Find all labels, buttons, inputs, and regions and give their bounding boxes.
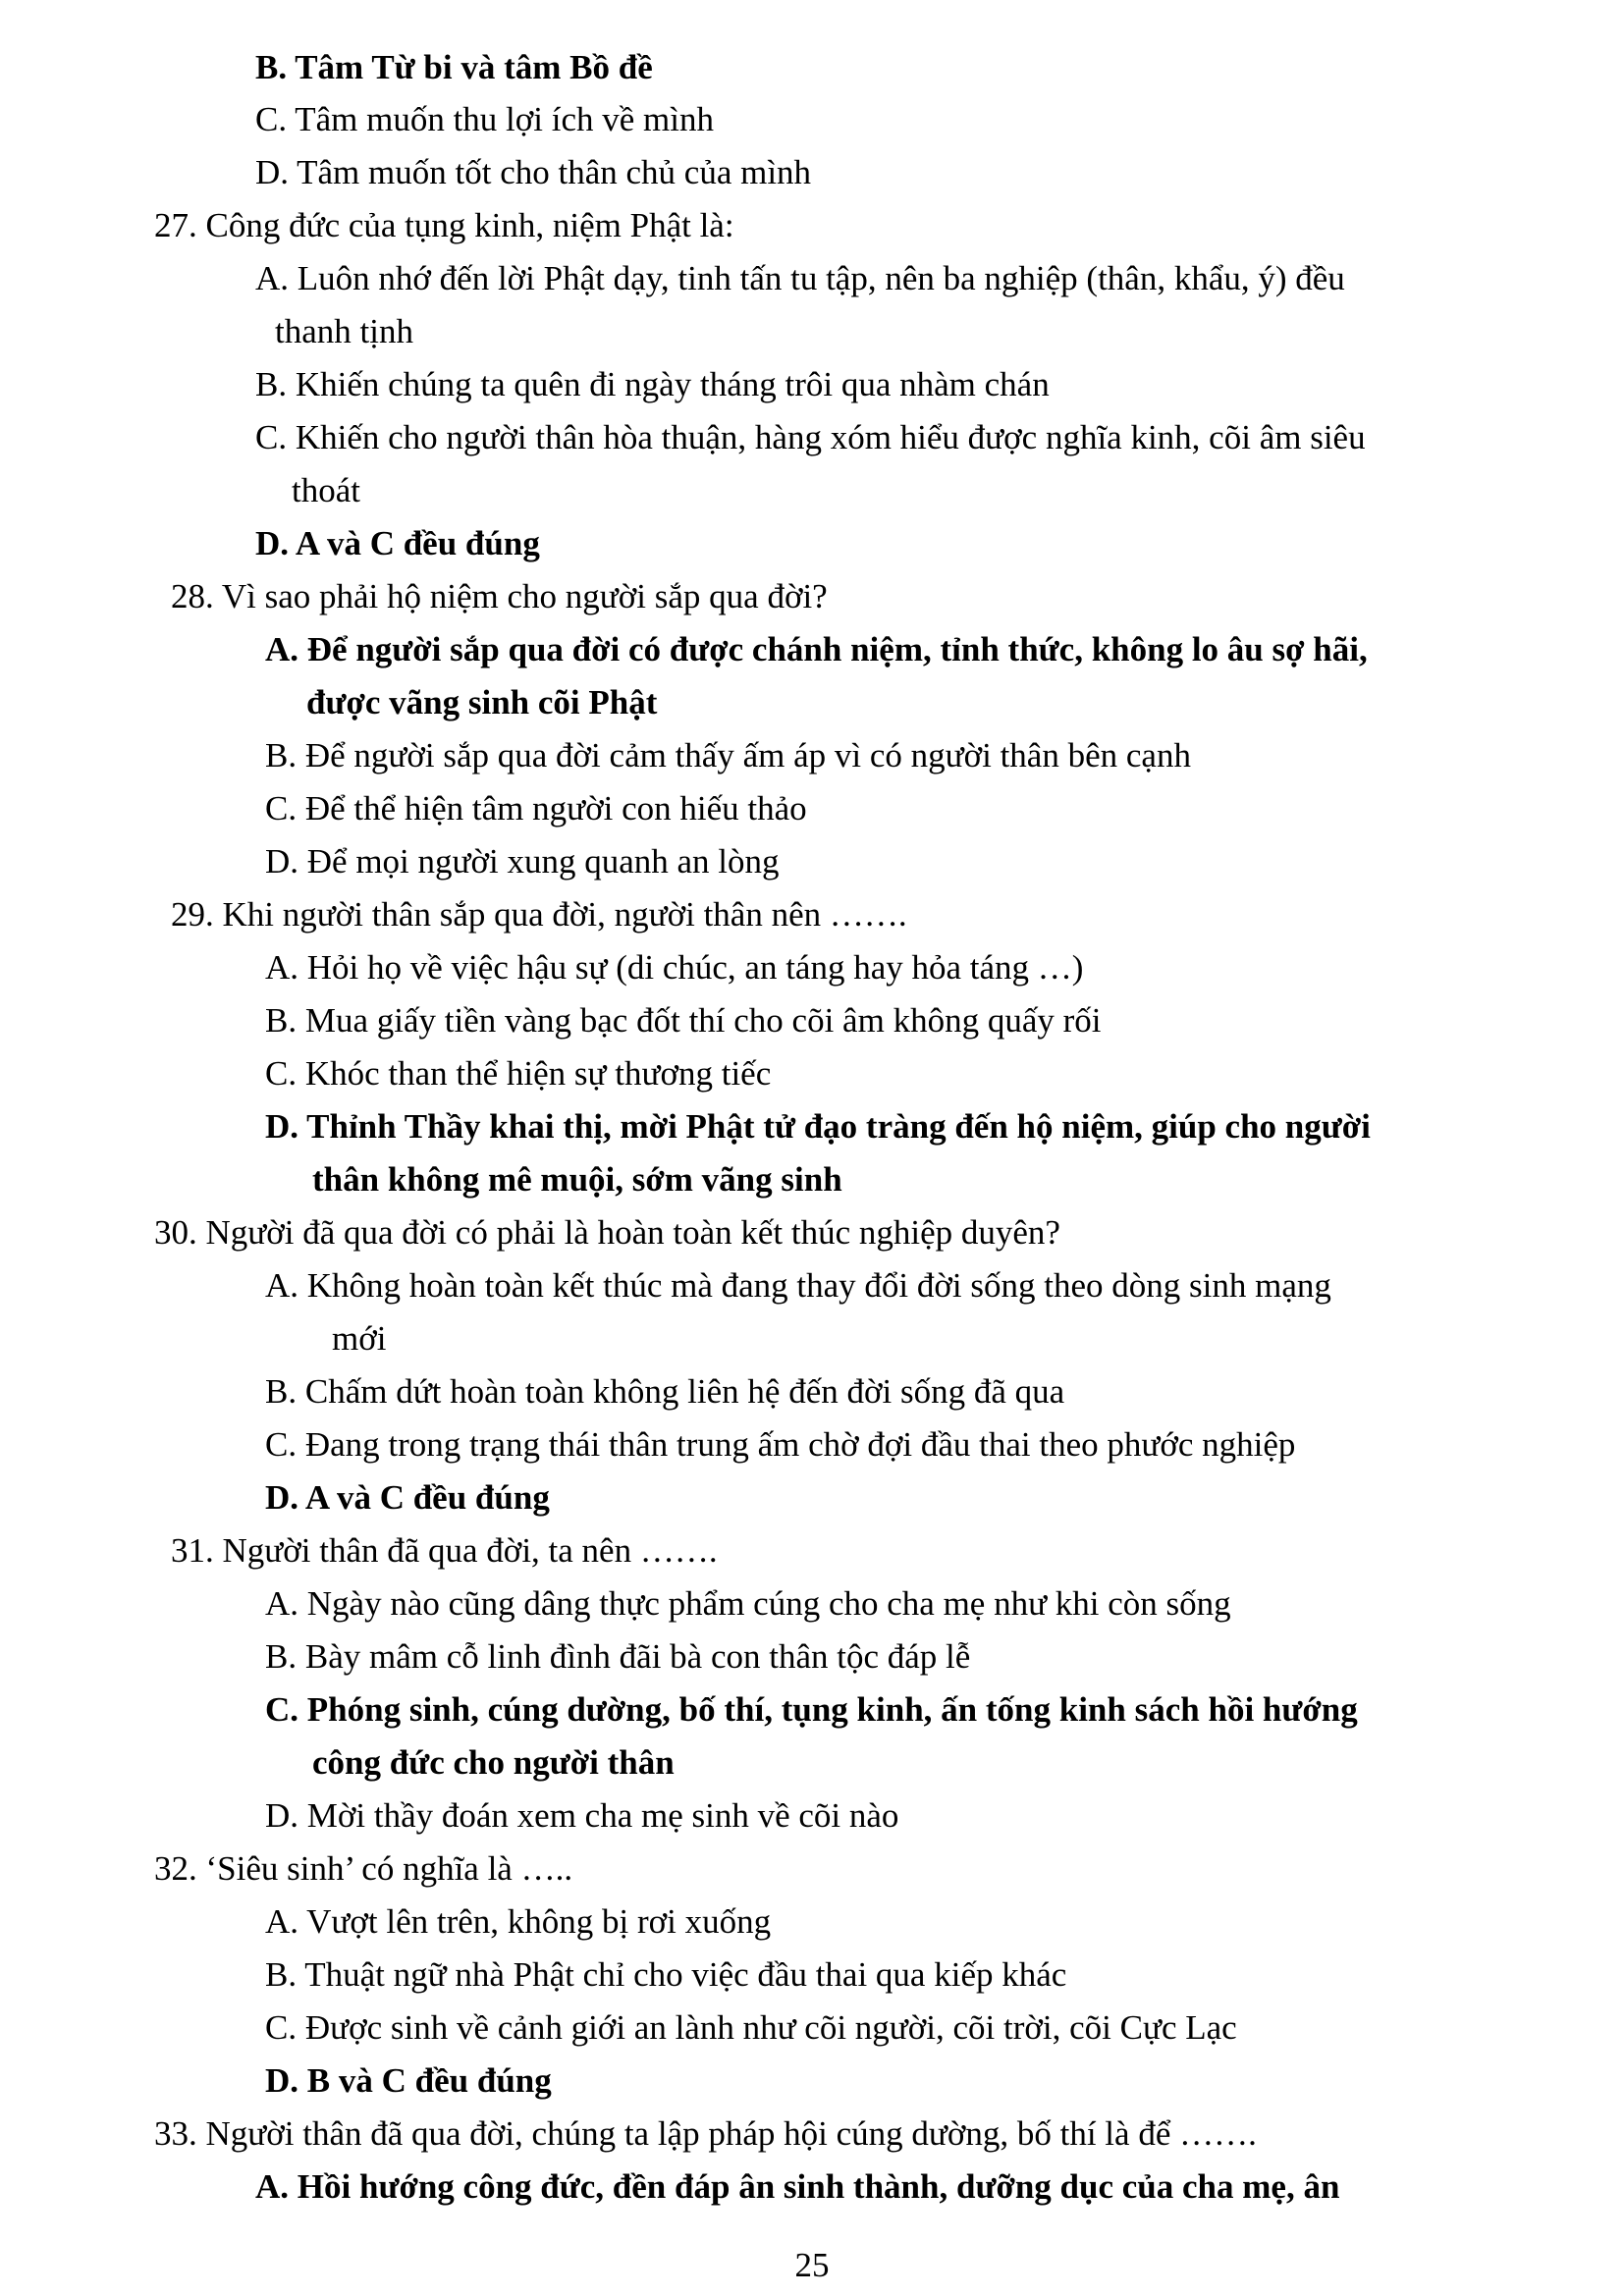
answer-a-cont: mới: [332, 1319, 387, 1358]
answer-a: A. Ngày nào cũng dâng thực phẩm cúng cho cha mẹ như khi còn sống: [265, 1584, 1231, 1623]
answer-a: A. Không hoàn toàn kết thúc mà đang thay đổi đời sống theo dòng sinh mạng: [265, 1266, 1331, 1305]
page-number: 25: [794, 2246, 830, 2284]
answer-d-cont: thân không mê muội, sớm vãng sinh: [312, 1160, 842, 1199]
question-31: 31. Người thân đã qua đời, ta nên …….: [171, 1531, 718, 1570]
question-30: 30. Người đã qua đời có phải là hoàn toàn kết thúc nghiệp duyên?: [154, 1213, 1060, 1252]
answer-b: B. Bày mâm cỗ linh đình đãi bà con thân tộc đáp lễ: [265, 1637, 971, 1676]
question-33: 33. Người thân đã qua đời, chúng ta lập pháp hội cúng dường, bố thí là để …….: [154, 2114, 1257, 2153]
answer-d: D. A và C đều đúng: [265, 1478, 550, 1517]
question-32: 32. ‘Siêu sinh’ có nghĩa là …..: [154, 1849, 573, 1888]
answer-d: D. Thỉnh Thầy khai thị, mời Phật tử đạo tràng đến hộ niệm, giúp cho người: [265, 1107, 1371, 1146]
answer-c: C. Khóc than thể hiện sự thương tiếc: [265, 1054, 772, 1093]
answer-d: D. Tâm muốn tốt cho thân chủ của mình: [255, 153, 812, 191]
answer-c: C. Để thể hiện tâm người con hiếu thảo: [265, 789, 807, 828]
answer-c: C. Được sinh về cảnh giới an lành như cõi người, cõi trời, cõi Cực Lạc: [265, 2008, 1237, 2047]
answer-c: C. Khiến cho người thân hòa thuận, hàng xóm hiểu được nghĩa kinh, cõi âm siêu: [255, 418, 1366, 456]
answer-b: B. Thuật ngữ nhà Phật chỉ cho việc đầu thai qua kiếp khác: [265, 1955, 1067, 1994]
answer-a-cont: được vãng sinh cõi Phật: [306, 683, 658, 721]
question-27: 27. Công đức của tụng kinh, niệm Phật là:: [154, 206, 734, 244]
question-29: 29. Khi người thân sắp qua đời, người thân nên …….: [171, 895, 907, 934]
answer-b: B. Để người sắp qua đời cảm thấy ấm áp vì có người thân bên cạnh: [265, 736, 1191, 774]
question-28: 28. Vì sao phải hộ niệm cho người sắp qua đời?: [171, 577, 828, 615]
answer-a: A. Hỏi họ về việc hậu sự (di chúc, an táng hay hỏa táng …): [265, 948, 1084, 987]
answer-a-cont: thanh tịnh: [275, 312, 413, 350]
answer-c: C. Đang trong trạng thái thân trung ấm chờ đợi đầu thai theo phước nghiệp: [265, 1425, 1296, 1464]
answer-d: D. A và C đều đúng: [255, 524, 540, 562]
answer-b: B. Chấm dứt hoàn toàn không liên hệ đến đời sống đã qua: [265, 1372, 1065, 1411]
answer-a: A. Để người sắp qua đời có được chánh niệm, tỉnh thức, không lo âu sợ hãi,: [265, 630, 1368, 668]
answer-a: A. Vượt lên trên, không bị rơi xuống: [265, 1902, 772, 1941]
answer-a: A. Luôn nhớ đến lời Phật dạy, tinh tấn tu tập, nên ba nghiệp (thân, khẩu, ý) đều: [255, 259, 1345, 297]
answer-c-cont: công đức cho người thân: [312, 1743, 675, 1782]
answer-c: C. Phóng sinh, cúng dường, bố thí, tụng kinh, ấn tống kinh sách hồi hướng: [265, 1690, 1358, 1729]
answer-d: D. Để mọi người xung quanh an lòng: [265, 842, 780, 881]
answer-c: C. Tâm muốn thu lợi ích về mình: [255, 100, 714, 138]
answer-a: A. Hồi hướng công đức, đền đáp ân sinh thành, dưỡng dục của cha mẹ, ân: [255, 2167, 1340, 2206]
answer-b: B. Mua giấy tiền vàng bạc đốt thí cho cõi âm không quấy rối: [265, 1001, 1102, 1040]
answer-b: B. Tâm Từ bi và tâm Bồ đề: [255, 48, 653, 86]
answer-b: B. Khiến chúng ta quên đi ngày tháng trôi qua nhàm chán: [255, 365, 1050, 403]
answer-d: D. B và C đều đúng: [265, 2061, 552, 2100]
answer-d: D. Mời thầy đoán xem cha mẹ sinh về cõi nào: [265, 1796, 899, 1835]
answer-c-cont: thoát: [292, 471, 360, 509]
